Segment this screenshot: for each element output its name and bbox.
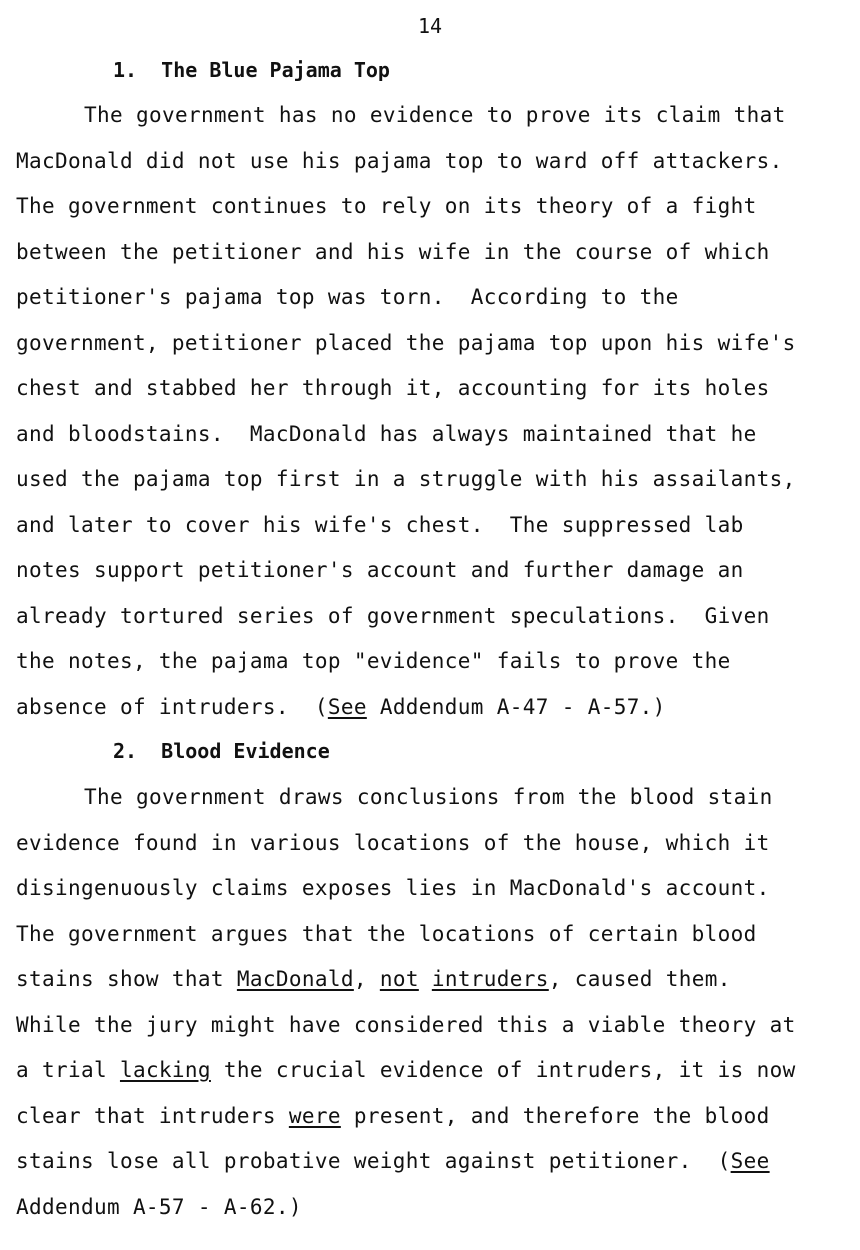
paragraph-line	[16, 957, 851, 1003]
paragraph-line	[16, 685, 851, 731]
paragraph-line: The government draws conclusions from the blood stain	[84, 785, 773, 809]
underlined-not: not	[379, 967, 419, 991]
text-span: stains show that	[16, 967, 237, 991]
paragraph-line: disingenuously claims exposes lies in MacDonald's account.	[16, 876, 770, 900]
paragraph-line: The government continues to rely on its theory of a fight	[16, 194, 757, 218]
paragraph-line: the notes, the pajama top "evidence" fails to prove the	[16, 649, 731, 673]
paragraph-line	[16, 1139, 851, 1185]
underlined-macdonald: MacDonald	[236, 967, 354, 991]
underlined-were: were	[288, 1103, 341, 1128]
text-span: , caused them.	[548, 967, 731, 991]
paragraph-line: government, petitioner placed the pajama top upon his wife's	[16, 330, 796, 355]
paragraph-line: and bloodstains. MacDonald has always maintained that he	[16, 421, 757, 446]
text-span: present, and therefore the blood	[340, 1103, 770, 1128]
paragraph-line: already tortured series of government speculations. Given	[16, 603, 770, 628]
page-number: 14	[417, 14, 443, 38]
section-heading-blood-evidence: 2. Blood Evidence	[113, 739, 330, 763]
text-span: a trial	[16, 1058, 120, 1082]
text-span: stains lose all probative weight against petitioner. (	[16, 1149, 731, 1173]
paragraph-line: between the petitioner and his wife in the course of which	[16, 239, 770, 264]
paragraph-line: chest and stabbed her through it, accounting for its holes	[16, 376, 770, 400]
underlined-lacking: lacking	[119, 1058, 211, 1082]
section-body-blood-evidence	[16, 775, 851, 1230]
paragraph-line: used the pajama top first in a struggle with his assailants,	[16, 467, 796, 491]
see-citation: See	[327, 694, 367, 719]
paragraph-line	[16, 1048, 851, 1094]
paragraph-line: and later to cover his wife's chest. The suppressed lab	[16, 512, 744, 537]
paragraph-line	[16, 1094, 851, 1140]
paragraph-line: The government has no evidence to prove its claim that	[84, 103, 786, 127]
text-span: Addendum A-47 - A-57.)	[366, 694, 666, 719]
section-body-pajama-top	[16, 93, 851, 730]
text-span: clear that intruders	[16, 1103, 289, 1128]
paragraph-line: MacDonald did not use his pajama top to ward off attackers.	[16, 148, 783, 173]
paragraph-line: While the jury might have considered this a viable theory at	[16, 1012, 796, 1037]
text-span: the crucial evidence of intruders, it is now	[210, 1058, 796, 1082]
text-span	[419, 967, 432, 991]
text-span: absence of intruders. (	[16, 694, 328, 719]
paragraph-line: The government argues that the locations of certain blood	[16, 921, 757, 946]
paragraph-line: evidence found in various locations of the house, which it	[16, 830, 770, 855]
text-span: ,	[353, 967, 380, 991]
paragraph-line: Addendum A-57 - A-62.)	[16, 1194, 302, 1219]
underlined-intruders: intruders	[431, 967, 549, 991]
see-citation: See	[730, 1149, 770, 1173]
paragraph-line: notes support petitioner's account and further damage an	[16, 558, 744, 582]
paragraph-line: petitioner's pajama top was torn. According to the	[16, 285, 679, 309]
section-heading-blue-pajama-top: 1. The Blue Pajama Top	[113, 58, 390, 82]
